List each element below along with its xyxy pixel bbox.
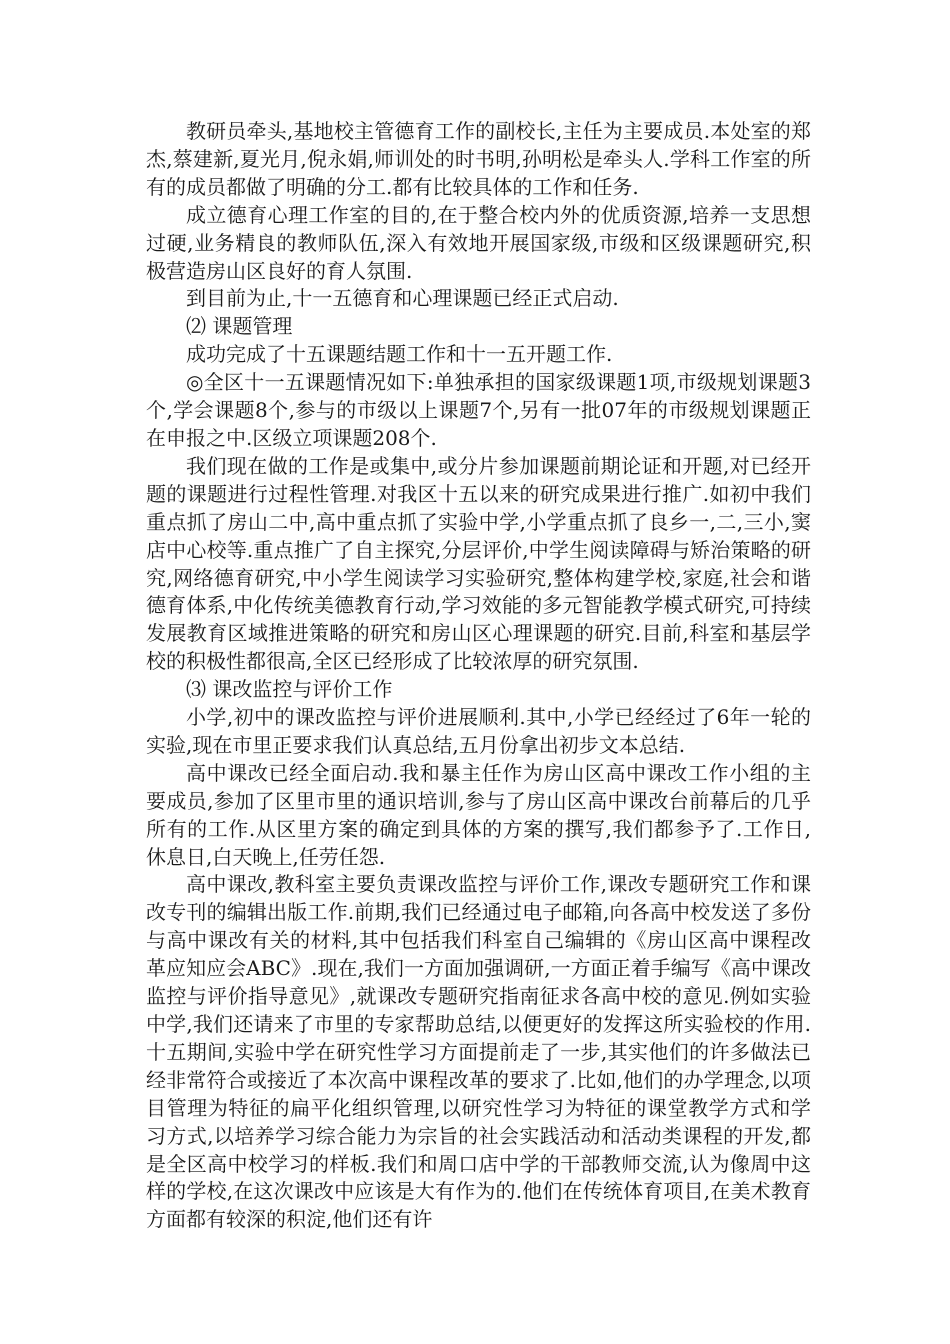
paragraph-project-completion: 成功完成了十五课题结题工作和十一五开题工作.	[186, 342, 613, 367]
paragraph-primary-middle-reform: 小学,初中的课改监控与评价进展顺利.其中,小学已经经过了6年一轮的实验,现在市里正要求我们认真总结,五月份拿出初步文本总结.	[146, 705, 811, 757]
paragraph-launch-status: 到目前为止,十一五德育和心理课题已经正式启动.	[186, 286, 619, 311]
document-body	[146, 118, 811, 1234]
paragraph-research-office-duties: 高中课改,教科室主要负责课改监控与评价工作,课改专题研究工作和课改专刊的编辑出版工作.前期,我们已经通过电子邮箱,向各高中校发送了多份与高中课改有关的材料,其中包括我们科室自己编辑的《房山区高中课程改革应知应会ABC》.现在,我们一方面加强调研,一方面正着手编写《高中课改监控与评价指导意见》,就课改专题研究指南征求各高中校的意见.例如实验中学,我们还请来了市里的专家帮助总结,以便更好的发挥这所实验校的作用.十五期间,实验中学在研究性学习方面提前走了一步,其实他们的许多做法已经非常符合或接近了本次高中课程改革的要求了.比如,他们的办学理念,以项目管理为特征的扁平化组织管理,以研究性学习为特征的课堂教学方式和学习方式,以培养学习综合能力为宗旨的社会实践活动和活动类课程的开发,都是全区高中校学习的样板.我们和周口店中学的干部教师交流,认为像周中这样的学校,在这次课改中应该是大有作为的.他们在传统体育项目,在美术教育方面都有较深的积淀,他们还有许	[146, 872, 811, 1232]
paragraph-current-work: 我们现在做的工作是或集中,或分片参加课题前期论证和开题,对已经开题的课题进行过程性管理.对我区十五以来的研究成果进行推广.如初中我们重点抓了房山二中,高中重点抓了实验中学,小学重点抓了良乡一,二,三小,窦店中心校等.重点推广了自主探究,分层评价,中学生阅读障碍与矫治策略的研究,网络德育研究,中小学生阅读学习实验研究,整体构建学校,家庭,社会和谐德育体系,中化传统美德教育行动,学习效能的多元智能教学模式研究,可持续发展教育区域推进策略的研究和房山区心理课题的研究.目前,科室和基层学校的积极性都很高,全区已经形成了比较浓厚的研究氛围.	[146, 453, 811, 674]
section-heading-monitoring-evaluation: ⑶ 课改监控与评价工作	[186, 677, 393, 702]
paragraph-high-school-reform: 高中课改已经全面启动.我和暴主任作为房山区高中课改工作小组的主要成员,参加了区里市里的通识培训,参与了房山区高中课改台前幕后的几乎所有的工作.从区里方案的确定到具体的方案的撰写,我们都参予了.工作日,休息日,白天晚上,任劳任怨.	[146, 760, 811, 869]
paragraph-project-statistics: ◎全区十一五课题情况如下:单独承担的国家级课题1项,市级规划课题3个,学会课题8个,参与的市级以上课题7个,另有一批07年的市级规划课题正在申报之中.区级立项课题208个.	[146, 370, 811, 450]
section-heading-project-management: ⑵ 课题管理	[186, 314, 293, 339]
paragraph-work-team: 教研员牵头,基地校主管德育工作的副校长,主任为主要成员.本处室的郑杰,蔡建新,夏光月,倪永娟,师训处的时书明,孙明松是牵头人.学科工作室的所有的成员都做了明确的分工.都有比较具体的工作和任务.	[146, 119, 811, 199]
paragraph-workshop-purpose: 成立德育心理工作室的目的,在于整合校内外的优质资源,培养一支思想过硬,业务精良的教师队伍,深入有效地开展国家级,市级和区级课题研究,积极营造房山区良好的育人氛围.	[146, 202, 811, 283]
